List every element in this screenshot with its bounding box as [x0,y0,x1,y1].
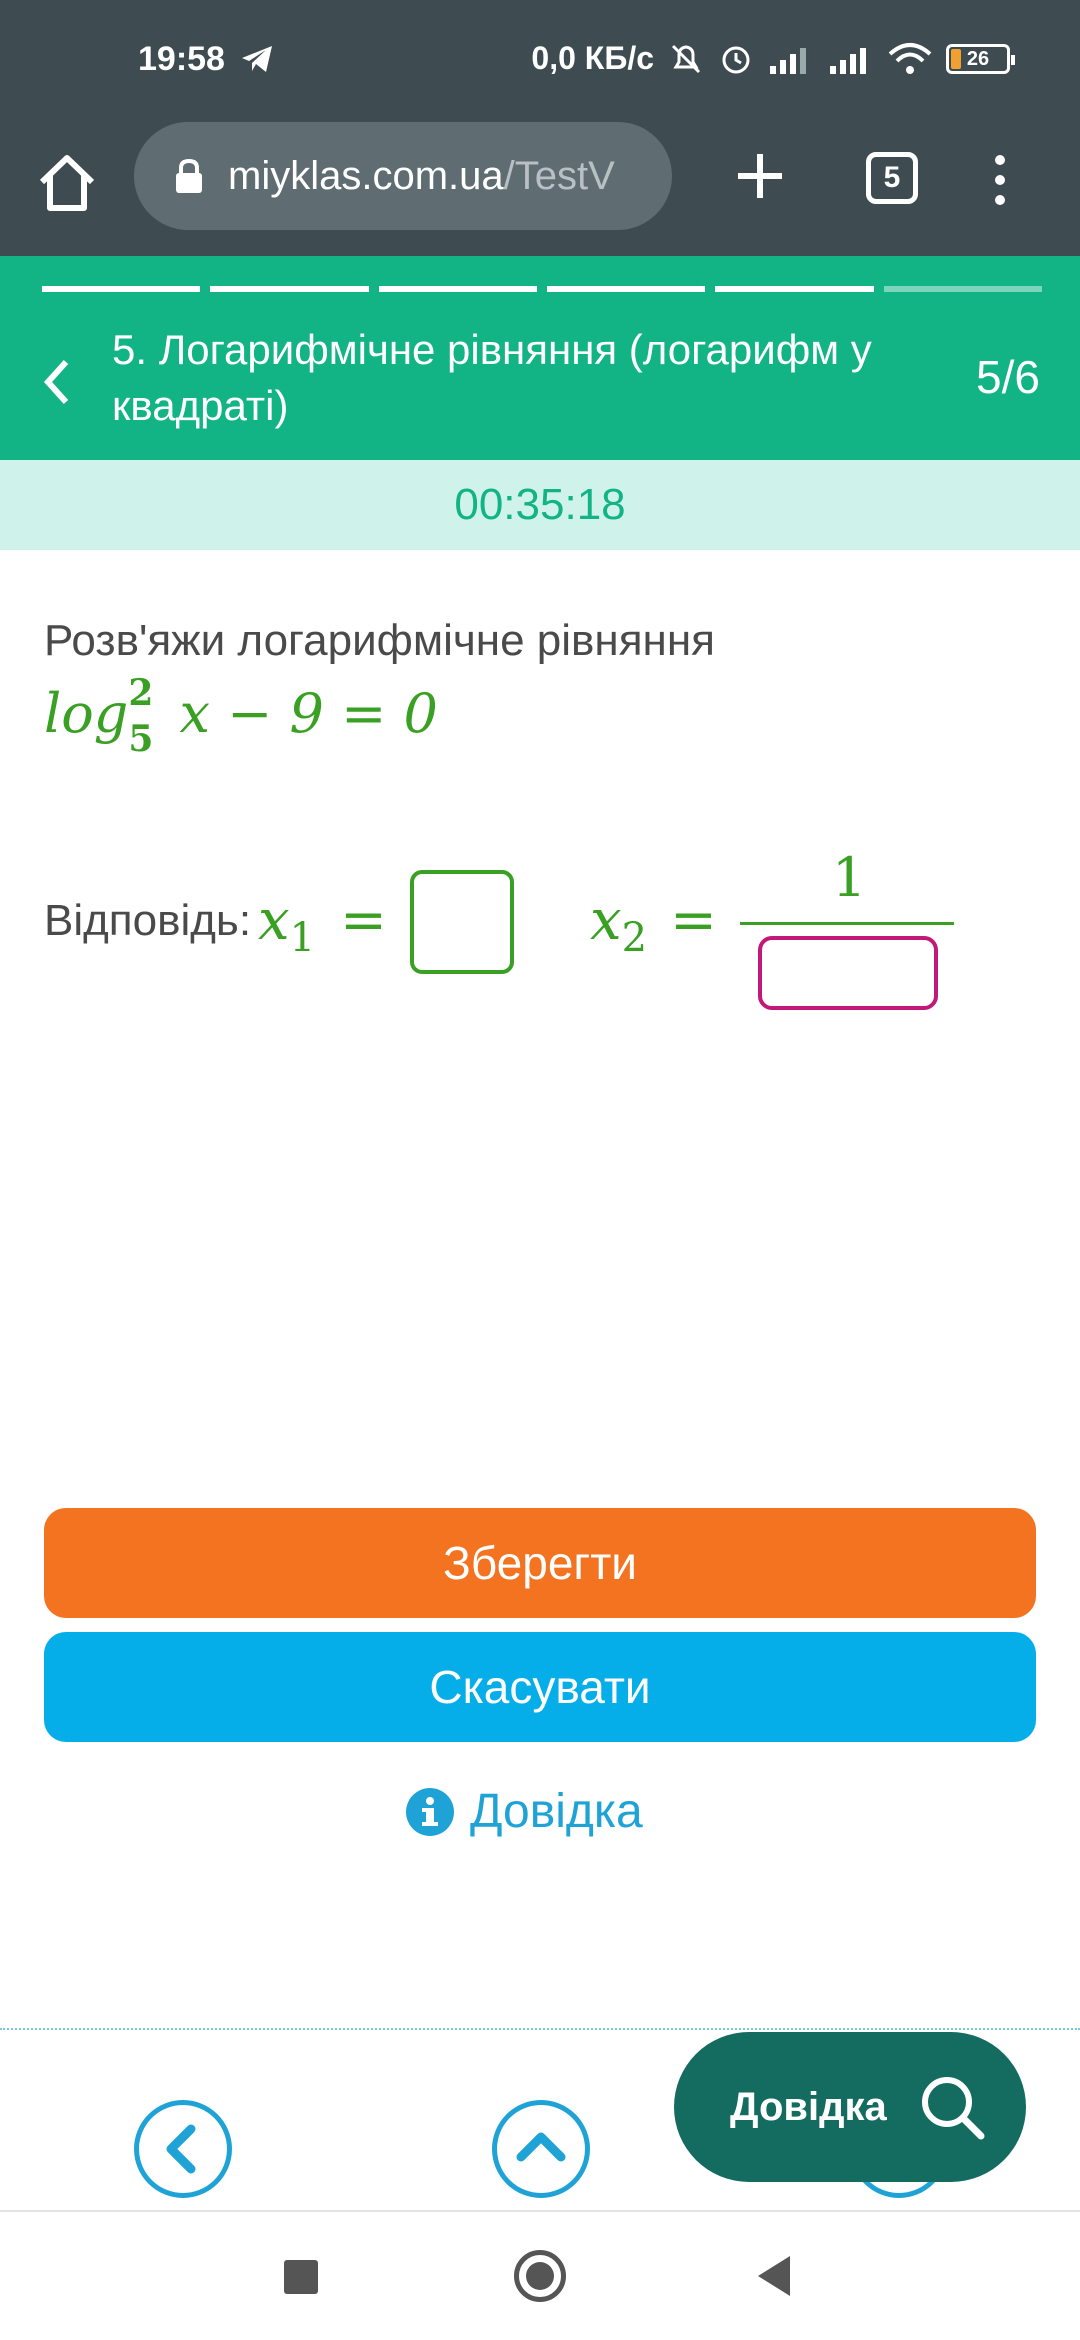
progress-segment [884,286,1042,292]
x1-subscript: 1 [289,915,316,962]
save-button[interactable]: Зберегти [44,1508,1036,1618]
x2-var: x [590,888,622,953]
more-menu-icon[interactable] [985,152,1015,208]
recents-icon[interactable] [284,2260,318,2294]
equation-rest: x − 9 = 0 [162,682,438,745]
system-navigation-bar [0,2212,1080,2340]
home-circle-icon[interactable] [514,2250,566,2302]
x2-subscript: 2 [621,915,648,962]
help-link[interactable] [406,1784,643,1839]
status-bar [0,0,1080,122]
progress-segment [210,286,368,292]
signal-icon [768,44,814,74]
equation-base: 5 [128,718,154,760]
equation-log: log [44,682,129,745]
progress-segment [715,286,873,292]
help-fab-button[interactable] [674,2032,1026,2182]
equation-sub-sup [128,672,162,760]
status-indicators [531,40,1010,77]
battery-icon: 26 [946,44,1010,74]
status-time [138,40,274,79]
divider [0,2028,1080,2030]
info-icon [406,1788,454,1836]
x1-var: x [258,888,290,953]
alarm-icon [718,41,754,77]
home-icon[interactable] [32,148,102,218]
equals-sign-2: = [670,888,717,953]
x2-denominator-input[interactable] [758,936,938,1010]
progress-bar [42,286,1042,292]
previous-button[interactable] [134,2100,232,2198]
equation [44,672,438,760]
progress-segment [42,286,200,292]
help-fab-label: Довідка [730,2084,887,2129]
url-host: miyklas.com.ua [228,153,504,198]
url-path: /TestV [503,153,615,198]
scroll-up-button[interactable] [492,2100,590,2198]
bell-muted-icon [668,41,704,77]
test-title: 5. Логарифмічне рівняння (логарифм у квадраті) [112,326,872,429]
timer: 00:35:18 [454,480,626,529]
new-tab-icon[interactable] [730,146,790,206]
wifi-icon [888,42,932,76]
fraction-numerator: 1 [832,846,867,909]
test-header [0,256,1080,460]
search-icon [917,2072,987,2142]
question-counter: 5/6 [976,351,1040,403]
answer-label: Відповідь: [44,896,252,945]
equals-sign-1: = [340,888,387,953]
chevron-left-icon [139,2105,227,2193]
timer-bar [0,460,1080,550]
task-prompt: Розв'яжи логарифмічне рівняння [44,616,715,665]
lock-icon [174,158,204,194]
address-bar[interactable] [134,122,672,230]
chevron-up-icon [497,2105,585,2193]
tab-switcher-button[interactable]: 5 [866,152,918,204]
back-triangle-icon[interactable] [758,2256,790,2296]
x1-answer-input[interactable] [410,870,514,974]
clock: 19:58 [138,40,225,78]
x1-variable [258,888,315,961]
network-speed: 0,0 КБ/с [531,40,654,76]
signal-icon-2 [828,44,874,74]
fraction-line [740,922,954,925]
browser-toolbar [0,122,1080,256]
progress-segment [379,286,537,292]
chevron-left-icon[interactable] [36,352,76,412]
equation-exponent: 2 [128,672,154,714]
telegram-icon [240,44,274,74]
help-link-label: Довідка [470,1785,643,1838]
progress-segment [547,286,705,292]
cancel-button[interactable]: Скасувати [44,1632,1036,1742]
x2-variable [590,888,647,961]
